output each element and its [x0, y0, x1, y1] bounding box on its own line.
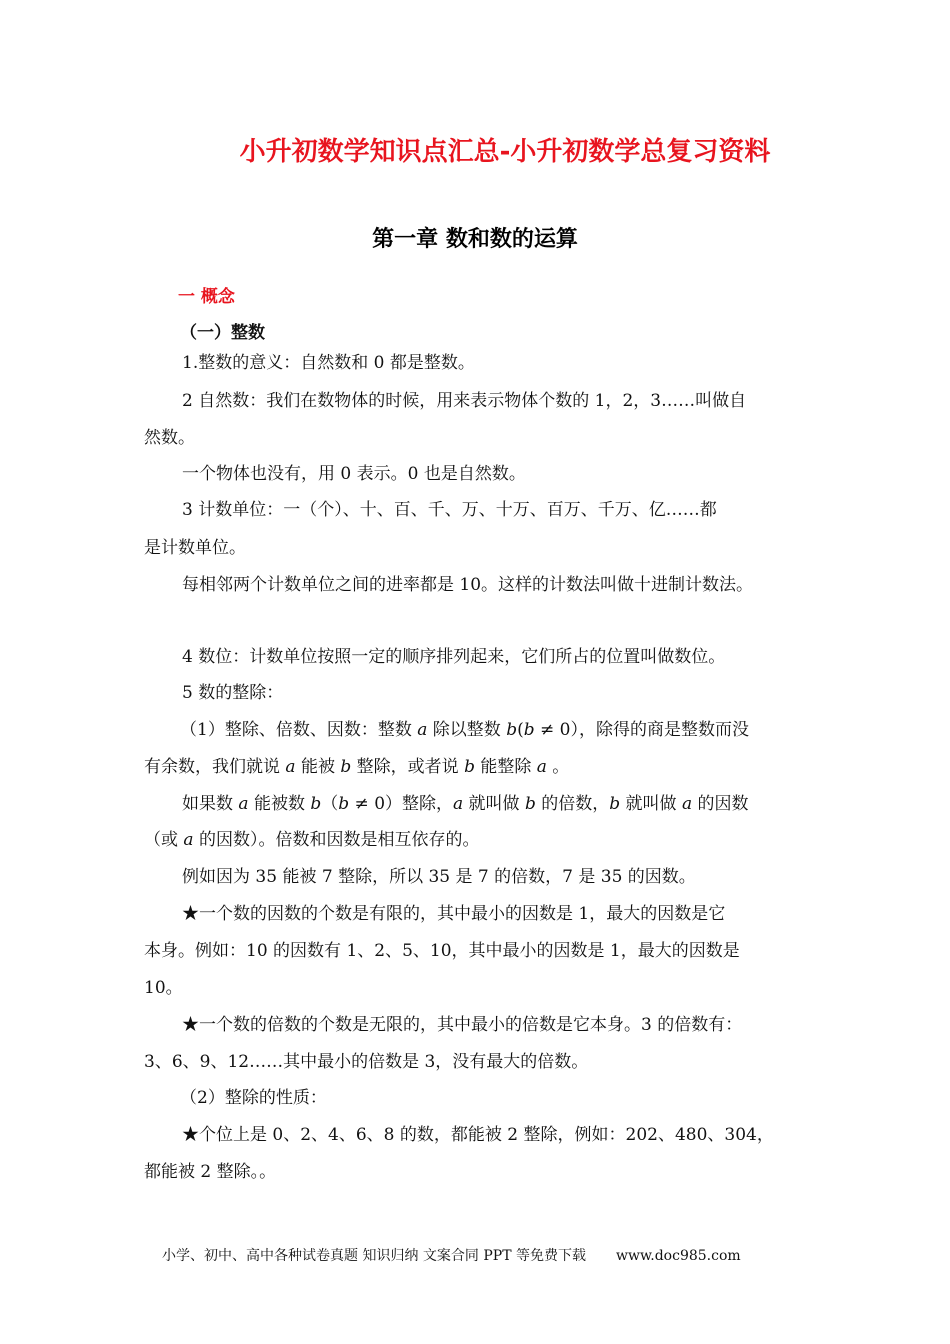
paragraph: 3 计数单位：一（个）、十、百、千、万、十万、百万、千万、亿……都	[182, 500, 717, 520]
paragraph: 一个物体也没有，用 0 表示。0 也是自然数。	[182, 464, 526, 484]
page-footer	[162, 1245, 741, 1265]
footer-link[interactable]: www.doc985.com	[615, 1248, 741, 1264]
subsection-heading: （一）整数	[180, 323, 265, 343]
paragraph: 10。	[144, 978, 183, 998]
paragraph: （2）整除的性质：	[180, 1088, 327, 1108]
footer-text: 小学、初中、高中各种试卷真题 知识归纳 文案合同 PPT 等免费下载	[162, 1248, 586, 1264]
page-title: 小升初数学知识点汇总-小升初数学总复习资料	[239, 137, 771, 167]
paragraph: 4 数位：计数单位按照一定的顺序排列起来，它们所占的位置叫做数位。	[182, 647, 726, 667]
paragraph: 是计数单位。	[144, 538, 246, 558]
paragraph: 然数。	[144, 428, 195, 448]
paragraph: 2 自然数：我们在数物体的时候，用来表示物体个数的 1，2，3……叫做自	[182, 391, 747, 411]
paragraph: 都能被 2 整除。。	[144, 1162, 277, 1182]
paragraph: 例如因为 35 能被 7 整除，所以 35 是 7 的倍数，7 是 35 的因数。	[182, 867, 696, 887]
section-heading: 一 概念	[178, 287, 235, 307]
paragraph: 1.整数的意义：自然数和 0 都是整数。	[182, 353, 475, 373]
paragraph: 本身。例如：10 的因数有 1、2、5、10，其中最小的因数是 1，最大的因数是	[144, 941, 740, 961]
paragraph: 3、6、9、12……其中最小的倍数是 3，没有最大的倍数。	[144, 1052, 589, 1072]
paragraph: 5 数的整除：	[182, 683, 284, 703]
paragraph: （1）整除、倍数、因数：整数 a 除以整数 b(b ≠ 0），除得的商是整数而没	[180, 720, 749, 740]
paragraph: 每相邻两个计数单位之间的进率都是 10。这样的计数法叫做十进制计数法。	[182, 575, 754, 595]
paragraph: ★一个数的因数的个数是有限的，其中最小的因数是 1，最大的因数是它	[182, 904, 726, 924]
chapter-heading: 第一章 数和数的运算	[372, 227, 578, 252]
paragraph: ★一个数的倍数的个数是无限的，其中最小的倍数是它本身。3 的倍数有：	[182, 1015, 743, 1035]
paragraph: 有余数，我们就说 a 能被 b 整除，或者说 b 能整除 a 。	[144, 757, 570, 777]
paragraph: ★个位上是 0、2、4、6、8 的数，都能被 2 整除，例如：202、480、304，	[182, 1125, 774, 1145]
paragraph: （或 a 的因数）。倍数和因数是相互依存的。	[144, 830, 480, 850]
paragraph: 如果数 a 能被数 b（b ≠ 0）整除，a 就叫做 b 的倍数，b 就叫做 a 的因数	[182, 794, 749, 814]
